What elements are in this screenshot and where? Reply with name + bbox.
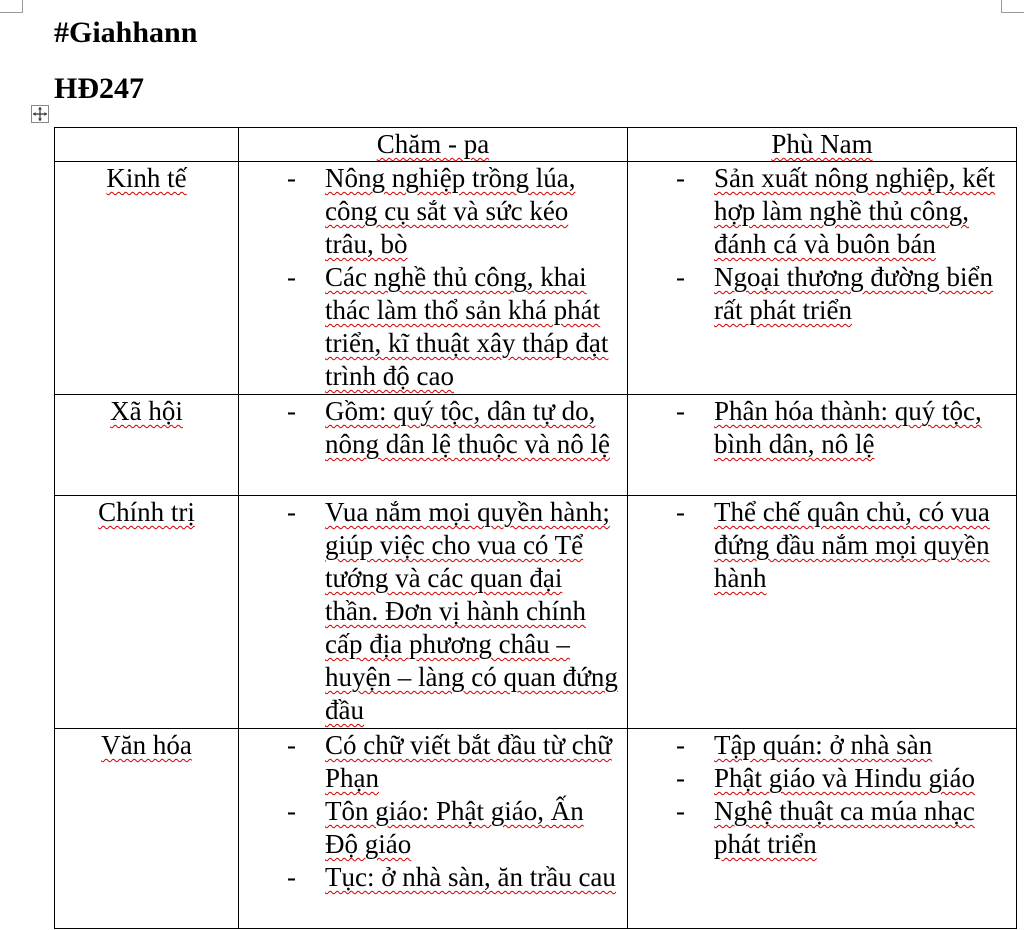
list-item-text: Sản xuất nông nghiệp, kết hợp làm nghề thủ công, đánh cá và buôn bán	[714, 163, 996, 259]
list-item	[239, 729, 627, 795]
table-move-handle[interactable]	[31, 105, 49, 123]
list-item-text: Tập quán: ở nhà sàn	[714, 730, 933, 760]
row-label: Văn hóa	[101, 730, 192, 760]
page-corner-mark-right	[1001, 0, 1024, 13]
list-item-text: Ngoại thương đường biển rất phát triển	[714, 262, 994, 325]
list-item	[628, 395, 1016, 461]
champa-cell[interactable]	[239, 162, 628, 395]
list-item	[628, 496, 1016, 595]
list-item	[628, 795, 1016, 861]
list-item	[628, 162, 1016, 261]
row-label: Kinh tế	[106, 163, 187, 193]
list-item	[239, 861, 627, 894]
list-item-text: Tục: ở nhà sàn, ăn trầu cau	[325, 862, 616, 892]
list-item	[628, 729, 1016, 762]
table-row-chinh-tri	[55, 496, 1017, 729]
row-label: Chính trị	[98, 497, 195, 527]
list-item	[239, 261, 627, 393]
list-item	[239, 395, 627, 461]
phunam-cell[interactable]	[628, 496, 1017, 729]
list-item-text: Vua nắm mọi quyền hành; giúp việc cho vua có Tể tướng và các quan đại thần. Đơn vị hành chính cấp địa phương châu – huyện – làng có quan đứng đầu	[325, 497, 618, 725]
hashtag-heading: #Giahhann	[54, 16, 198, 49]
table-row-xa-hoi	[55, 395, 1017, 496]
source-heading: HĐ247	[54, 72, 144, 105]
comparison-table	[54, 127, 1017, 929]
list-item	[239, 795, 627, 861]
header-cell-empty[interactable]	[55, 128, 239, 162]
phunam-cell[interactable]	[628, 162, 1017, 395]
list-item-text: Phật giáo và Hindu giáo	[714, 763, 975, 793]
phunam-cell[interactable]	[628, 729, 1017, 929]
list-item-text: Các nghề thủ công, khai thác làm thổ sản khá phát triển, kĩ thuật xây tháp đạt trình độ cao	[325, 262, 609, 391]
header-cell-phunam[interactable]	[628, 128, 1017, 162]
list-item-text: Gồm: quý tộc, dân tự do, nông dân lệ thuộc và nô lệ	[325, 396, 610, 459]
champa-cell[interactable]	[239, 496, 628, 729]
row-label: Xã hội	[110, 396, 183, 426]
list-item-text: Nghệ thuật ca múa nhạc phát triển	[714, 796, 975, 859]
row-label-cell[interactable]	[55, 395, 239, 496]
list-item	[628, 762, 1016, 795]
list-item-text: Có chữ viết bắt đầu từ chữ Phạn	[325, 730, 612, 793]
header-cell-champa[interactable]	[239, 128, 628, 162]
list-item-text: Nông nghiệp trồng lúa, công cụ sắt và sức kéo trâu, bò	[325, 163, 576, 259]
list-item-text: Tôn giáo: Phật giáo, Ấn Độ giáo	[325, 796, 584, 859]
header-phunam-text: Phù Nam	[771, 129, 873, 159]
row-label-cell[interactable]	[55, 729, 239, 929]
header-champa-text: Chăm - pa	[376, 129, 490, 159]
champa-cell[interactable]	[239, 729, 628, 929]
list-item-text: Phân hóa thành: quý tộc, bình dân, nô lệ	[714, 396, 982, 459]
row-label-cell[interactable]	[55, 162, 239, 395]
page-corner-mark-left	[0, 0, 23, 13]
phunam-cell[interactable]	[628, 395, 1017, 496]
table-row-van-hoa	[55, 729, 1017, 929]
move-arrows-icon	[32, 106, 48, 122]
row-label-cell[interactable]	[55, 496, 239, 729]
table-row-kinh-te	[55, 162, 1017, 395]
champa-cell[interactable]	[239, 395, 628, 496]
list-item-text: Thể chế quân chủ, có vua đứng đầu nắm mọi quyền hành	[714, 497, 990, 593]
table-header-row	[55, 128, 1017, 162]
list-item	[239, 496, 627, 727]
list-item	[628, 261, 1016, 327]
list-item	[239, 162, 627, 261]
